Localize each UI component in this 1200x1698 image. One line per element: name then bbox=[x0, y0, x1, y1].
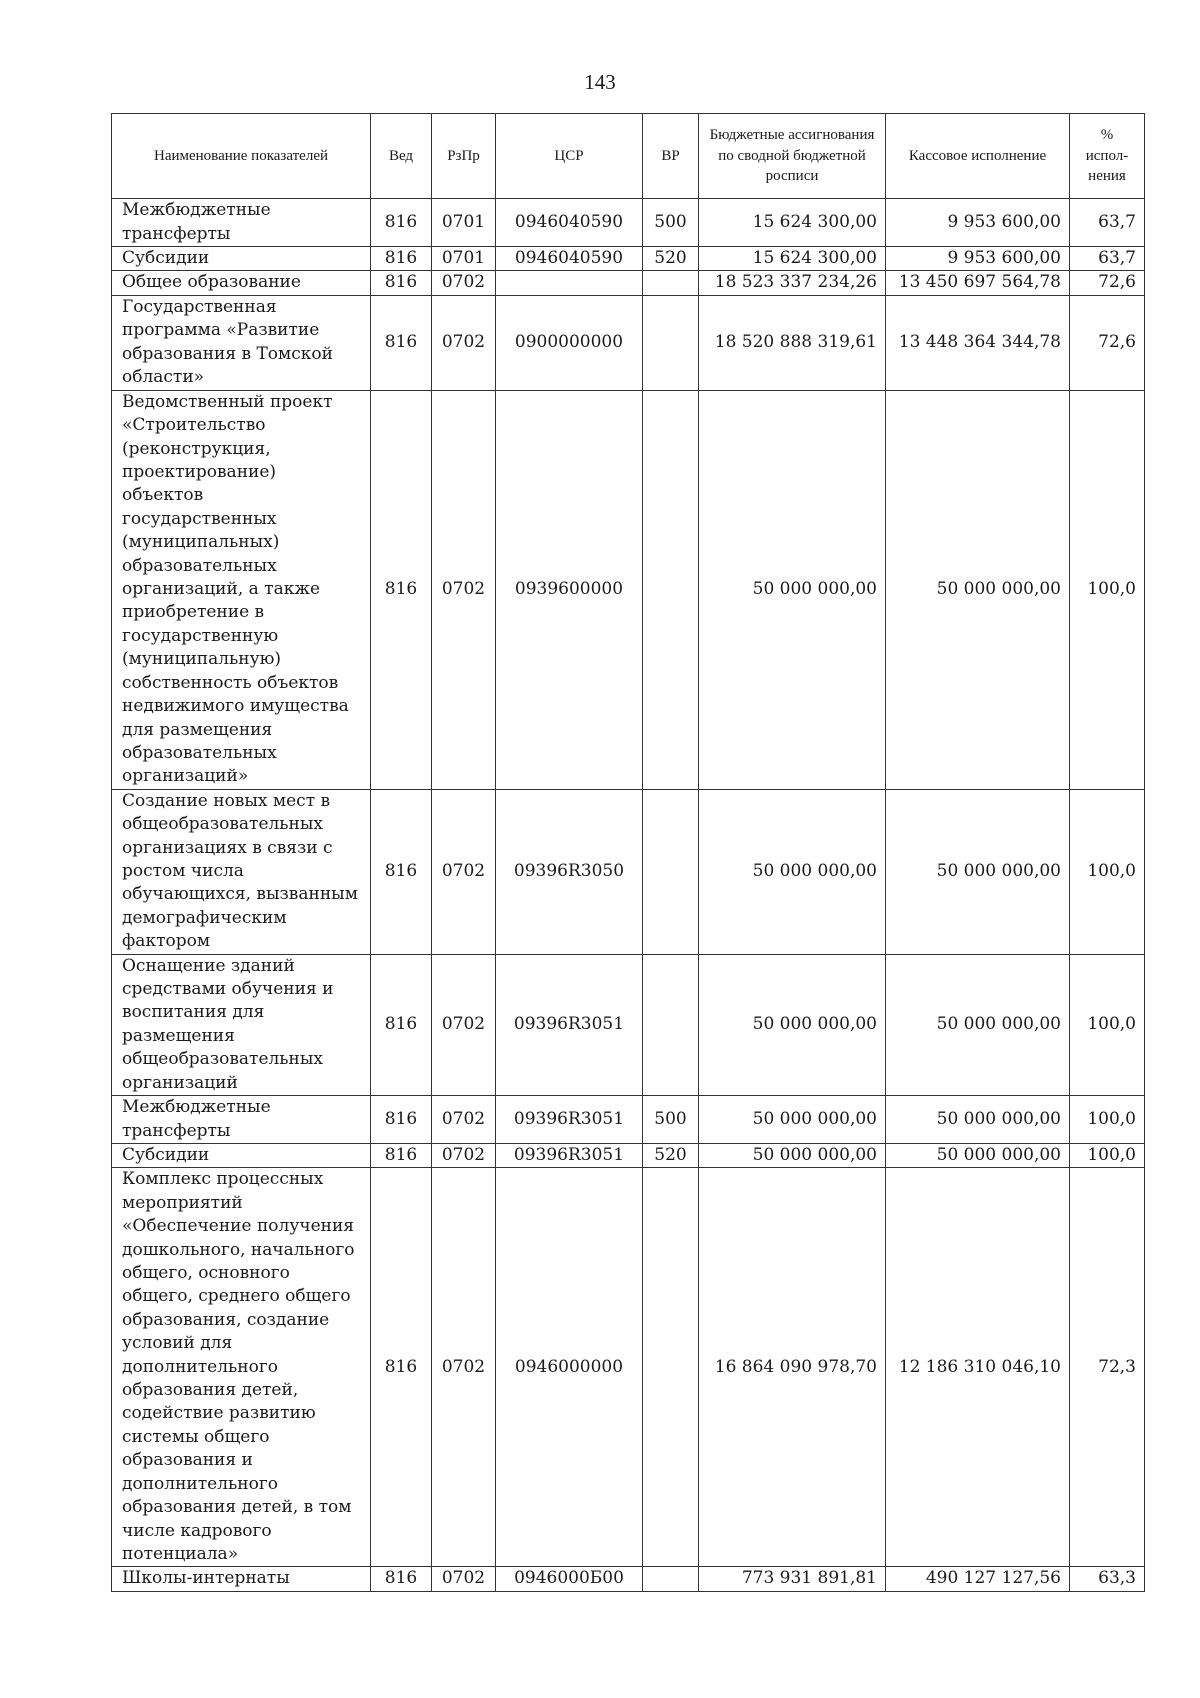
cell-csr: 0946040590 bbox=[496, 199, 643, 247]
cell-assignments: 50 000 000,00 bbox=[699, 1096, 886, 1144]
cell-csr: 09396R3051 bbox=[496, 1096, 643, 1144]
cell-ved: 816 bbox=[371, 1144, 432, 1168]
table-row bbox=[112, 1168, 1145, 1567]
cell-rzpr: 0702 bbox=[432, 1096, 496, 1144]
table-row bbox=[112, 954, 1145, 1095]
cell-ved: 816 bbox=[371, 271, 432, 295]
cell-name: Межбюджетные трансферты bbox=[112, 199, 371, 247]
cell-ved: 816 bbox=[371, 1168, 432, 1567]
header-vr: ВР bbox=[643, 114, 699, 199]
table-row bbox=[112, 199, 1145, 247]
cell-cash: 13 448 364 344,78 bbox=[886, 295, 1070, 390]
cell-rzpr: 0701 bbox=[432, 247, 496, 271]
table-row bbox=[112, 1096, 1145, 1144]
cell-name: Общее образование bbox=[112, 271, 371, 295]
cell-percent: 100,0 bbox=[1070, 1096, 1145, 1144]
cell-name: Субсидии bbox=[112, 1144, 371, 1168]
cell-ved: 816 bbox=[371, 295, 432, 390]
cell-vr: 520 bbox=[643, 1144, 699, 1168]
cell-name: Межбюджетные трансферты bbox=[112, 1096, 371, 1144]
cell-ved: 816 bbox=[371, 390, 432, 789]
cell-assignments: 16 864 090 978,70 bbox=[699, 1168, 886, 1567]
cell-ved: 816 bbox=[371, 247, 432, 271]
cell-csr: 0946000000 bbox=[496, 1168, 643, 1567]
table-row bbox=[112, 390, 1145, 789]
cell-ved: 816 bbox=[371, 1096, 432, 1144]
cell-rzpr: 0702 bbox=[432, 295, 496, 390]
cell-assignments: 50 000 000,00 bbox=[699, 789, 886, 954]
cell-csr: 09396R3051 bbox=[496, 954, 643, 1095]
cell-vr bbox=[643, 271, 699, 295]
cell-percent: 72,3 bbox=[1070, 1168, 1145, 1567]
cell-name: Субсидии bbox=[112, 247, 371, 271]
cell-csr: 0946040590 bbox=[496, 247, 643, 271]
cell-assignments: 50 000 000,00 bbox=[699, 1144, 886, 1168]
cell-percent: 63,7 bbox=[1070, 247, 1145, 271]
header-csr: ЦСР bbox=[496, 114, 643, 199]
cell-csr: 0939600000 bbox=[496, 390, 643, 789]
cell-rzpr: 0702 bbox=[432, 271, 496, 295]
cell-name: Комплекс процессных мероприятий «Обеспечение получения дошкольного, начального общего, основного общего, среднего общего образования, создание условий для дополнительного образования детей, содействие развитию системы общего образования и дополнительного образования детей, в том числе кадрового потенциала» bbox=[112, 1168, 371, 1567]
cell-assignments: 50 000 000,00 bbox=[699, 390, 886, 789]
cell-percent: 100,0 bbox=[1070, 789, 1145, 954]
cell-rzpr: 0702 bbox=[432, 1168, 496, 1567]
table-row bbox=[112, 271, 1145, 295]
cell-assignments: 18 523 337 234,26 bbox=[699, 271, 886, 295]
header-ved: Вед bbox=[371, 114, 432, 199]
cell-rzpr: 0702 bbox=[432, 1144, 496, 1168]
cell-rzpr: 0701 bbox=[432, 199, 496, 247]
cell-percent: 72,6 bbox=[1070, 271, 1145, 295]
cell-cash: 50 000 000,00 bbox=[886, 789, 1070, 954]
cell-csr: 0946000Б00 bbox=[496, 1567, 643, 1591]
header-percent: % испол- нения bbox=[1070, 114, 1145, 199]
cell-ved: 816 bbox=[371, 789, 432, 954]
cell-percent: 63,3 bbox=[1070, 1567, 1145, 1591]
cell-assignments: 15 624 300,00 bbox=[699, 199, 886, 247]
cell-cash: 490 127 127,56 bbox=[886, 1567, 1070, 1591]
header-cash: Кассовое исполнение bbox=[886, 114, 1070, 199]
cell-cash: 9 953 600,00 bbox=[886, 247, 1070, 271]
cell-vr bbox=[643, 1168, 699, 1567]
cell-rzpr: 0702 bbox=[432, 390, 496, 789]
cell-percent: 63,7 bbox=[1070, 199, 1145, 247]
cell-rzpr: 0702 bbox=[432, 954, 496, 1095]
cell-cash: 50 000 000,00 bbox=[886, 1096, 1070, 1144]
cell-vr bbox=[643, 954, 699, 1095]
cell-assignments: 773 931 891,81 bbox=[699, 1567, 886, 1591]
cell-name: Оснащение зданий средствами обучения и воспитания для размещения общеобразовательных организаций bbox=[112, 954, 371, 1095]
cell-cash: 50 000 000,00 bbox=[886, 954, 1070, 1095]
cell-cash: 13 450 697 564,78 bbox=[886, 271, 1070, 295]
cell-name: Ведомственный проект «Строительство (реконструкция, проектирование) объектов государственных (муниципальных) образовательных организаций, а также приобретение в государственную (муниципальную) собственность объектов недвижимого имущества для размещения образовательных организаций» bbox=[112, 390, 371, 789]
cell-cash: 50 000 000,00 bbox=[886, 1144, 1070, 1168]
cell-name: Государственная программа «Развитие образования в Томской области» bbox=[112, 295, 371, 390]
cell-vr: 520 bbox=[643, 247, 699, 271]
table-row bbox=[112, 247, 1145, 271]
cell-ved: 816 bbox=[371, 199, 432, 247]
cell-percent: 100,0 bbox=[1070, 390, 1145, 789]
table-header-row bbox=[112, 114, 1145, 199]
cell-cash: 12 186 310 046,10 bbox=[886, 1168, 1070, 1567]
cell-ved: 816 bbox=[371, 954, 432, 1095]
table-row bbox=[112, 1144, 1145, 1168]
cell-csr bbox=[496, 271, 643, 295]
cell-name: Школы-интернаты bbox=[112, 1567, 371, 1591]
cell-percent: 100,0 bbox=[1070, 954, 1145, 1095]
table-row bbox=[112, 1567, 1145, 1591]
cell-vr bbox=[643, 789, 699, 954]
table-row bbox=[112, 789, 1145, 954]
cell-ved: 816 bbox=[371, 1567, 432, 1591]
cell-csr: 09396R3050 bbox=[496, 789, 643, 954]
cell-assignments: 15 624 300,00 bbox=[699, 247, 886, 271]
cell-vr bbox=[643, 295, 699, 390]
header-name: Наименование показателей bbox=[112, 114, 371, 199]
cell-assignments: 18 520 888 319,61 bbox=[699, 295, 886, 390]
cell-vr bbox=[643, 1567, 699, 1591]
cell-percent: 72,6 bbox=[1070, 295, 1145, 390]
cell-rzpr: 0702 bbox=[432, 1567, 496, 1591]
table-row bbox=[112, 295, 1145, 390]
header-rzpr: РзПр bbox=[432, 114, 496, 199]
cell-csr: 09396R3051 bbox=[496, 1144, 643, 1168]
cell-vr: 500 bbox=[643, 199, 699, 247]
cell-cash: 50 000 000,00 bbox=[886, 390, 1070, 789]
page-number: 143 bbox=[584, 70, 616, 94]
cell-vr bbox=[643, 390, 699, 789]
cell-name: Создание новых мест в общеобразовательных организациях в связи с ростом числа обучающихся, вызванным демографическим фактором bbox=[112, 789, 371, 954]
cell-csr: 0900000000 bbox=[496, 295, 643, 390]
cell-cash: 9 953 600,00 bbox=[886, 199, 1070, 247]
header-assignments: Бюджетные ассигнования по сводной бюджетной росписи bbox=[699, 114, 886, 199]
cell-percent: 100,0 bbox=[1070, 1144, 1145, 1168]
cell-vr: 500 bbox=[643, 1096, 699, 1144]
budget-table bbox=[111, 113, 1145, 1592]
cell-rzpr: 0702 bbox=[432, 789, 496, 954]
cell-assignments: 50 000 000,00 bbox=[699, 954, 886, 1095]
